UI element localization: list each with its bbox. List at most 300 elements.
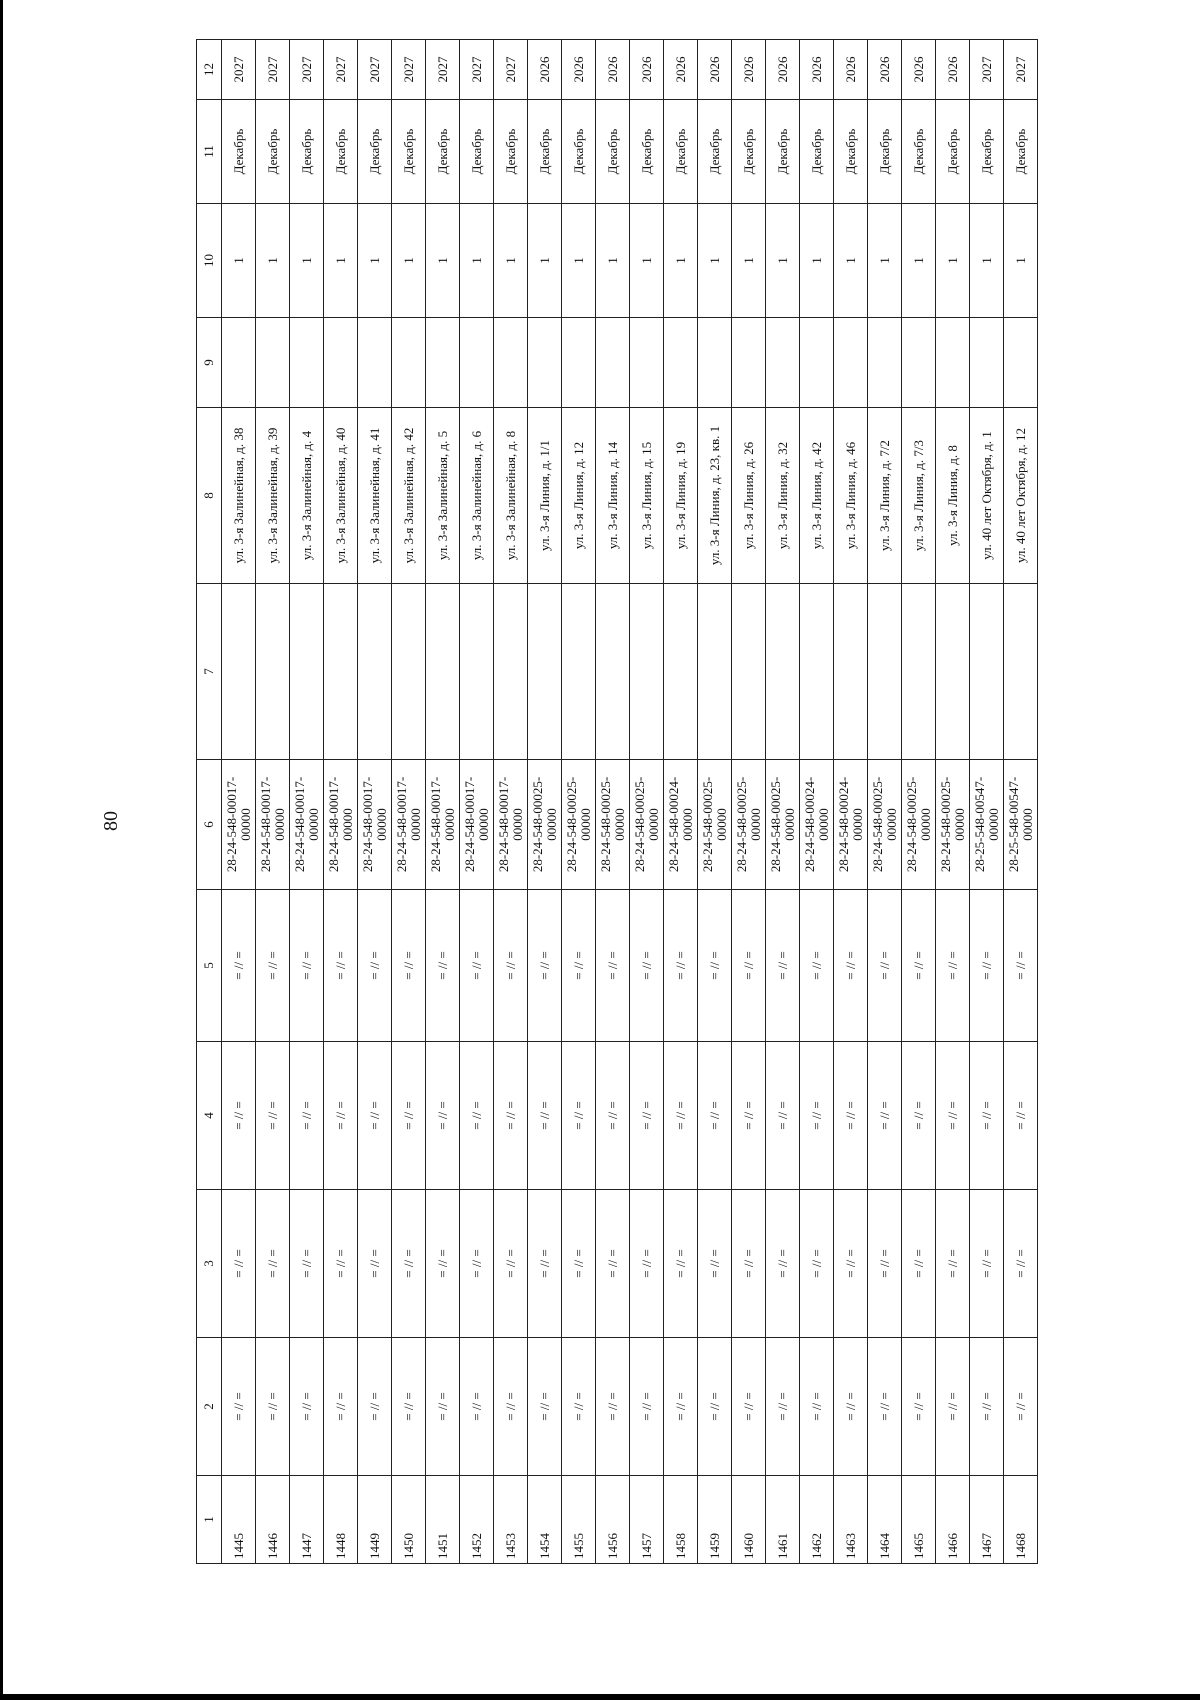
cell-col-3: = // = [426, 1190, 460, 1338]
cadastral-number: 28-24-548-00017-00000 [358, 760, 392, 890]
year: 2026 [936, 40, 970, 100]
cell-col-9 [630, 318, 664, 408]
cell-col-5: = // = [902, 890, 936, 1042]
cell-col-7 [834, 584, 868, 760]
month: Декабрь [426, 100, 460, 204]
quantity: 1 [664, 204, 698, 318]
cell-col-4: = // = [290, 1042, 324, 1190]
row-number: 1447 [290, 1476, 324, 1564]
month: Декабрь [392, 100, 426, 204]
cell-col-2: = // = [630, 1338, 664, 1476]
row-number: 1464 [868, 1476, 902, 1564]
cell-col-3: = // = [834, 1190, 868, 1338]
row-number: 1467 [970, 1476, 1004, 1564]
cadastral-number: 28-24-548-00025-00000 [596, 760, 630, 890]
cell-col-2: = // = [902, 1338, 936, 1476]
cadastral-number: 28-24-548-00024-00000 [800, 760, 834, 890]
cell-col-3: = // = [358, 1190, 392, 1338]
cell-col-3: = // = [222, 1190, 256, 1338]
address: ул. 3-я Залинейная, д. 39 [256, 408, 290, 584]
address: ул. 3-я Линия, д. 46 [834, 408, 868, 584]
quantity: 1 [222, 204, 256, 318]
month: Декабрь [562, 100, 596, 204]
address: ул. 3-я Залинейная, д. 8 [494, 408, 528, 584]
table-row [494, 40, 528, 1564]
cell-col-9 [664, 318, 698, 408]
address: ул. 3-я Линия, д. 19 [664, 408, 698, 584]
quantity: 1 [426, 204, 460, 318]
cell-col-7 [222, 584, 256, 760]
row-number: 1463 [834, 1476, 868, 1564]
table-row [630, 40, 664, 1564]
cell-col-2: = // = [596, 1338, 630, 1476]
cell-col-4: = // = [256, 1042, 290, 1190]
year: 2026 [664, 40, 698, 100]
cell-col-9 [562, 318, 596, 408]
cadastral-number: 28-24-548-00025-00000 [528, 760, 562, 890]
quantity: 1 [596, 204, 630, 318]
table-row [902, 40, 936, 1564]
cell-col-5: = // = [800, 890, 834, 1042]
quantity: 1 [834, 204, 868, 318]
cadastral-number: 28-24-548-00025-00000 [630, 760, 664, 890]
address: ул. 3-я Линия, д. 8 [936, 408, 970, 584]
address: ул. 40 лет Октября, д. 12 [1004, 408, 1038, 584]
year: 2027 [256, 40, 290, 100]
register-table-container [196, 56, 1196, 1564]
cell-col-3: = // = [902, 1190, 936, 1338]
quantity: 1 [868, 204, 902, 318]
year: 2027 [460, 40, 494, 100]
column-header-7: 7 [197, 584, 222, 760]
cell-col-5: = // = [596, 890, 630, 1042]
cell-col-3: = // = [392, 1190, 426, 1338]
month: Декабрь [1004, 100, 1038, 204]
cell-col-3: = // = [868, 1190, 902, 1338]
row-number: 1465 [902, 1476, 936, 1564]
page-number: 80 [100, 811, 122, 831]
cell-col-4: = // = [1004, 1042, 1038, 1190]
cell-col-4: = // = [664, 1042, 698, 1190]
table-header-row [197, 40, 222, 1564]
quantity: 1 [902, 204, 936, 318]
year: 2027 [494, 40, 528, 100]
cell-col-3: = // = [630, 1190, 664, 1338]
month: Декабрь [358, 100, 392, 204]
cell-col-7 [324, 584, 358, 760]
column-header-6: 6 [197, 760, 222, 890]
year: 2026 [562, 40, 596, 100]
table-row [834, 40, 868, 1564]
cell-col-3: = // = [936, 1190, 970, 1338]
cell-col-4: = // = [324, 1042, 358, 1190]
table-row [460, 40, 494, 1564]
row-number: 1466 [936, 1476, 970, 1564]
cell-col-5: = // = [290, 890, 324, 1042]
address: ул. 3-я Залинейная, д. 41 [358, 408, 392, 584]
cell-col-5: = // = [664, 890, 698, 1042]
cell-col-5: = // = [494, 890, 528, 1042]
address: ул. 3-я Линия, д. 15 [630, 408, 664, 584]
cell-col-7 [256, 584, 290, 760]
cell-col-4: = // = [800, 1042, 834, 1190]
cell-col-5: = // = [324, 890, 358, 1042]
address: ул. 3-я Залинейная, д. 4 [290, 408, 324, 584]
cell-col-3: = // = [732, 1190, 766, 1338]
cell-col-5: = // = [256, 890, 290, 1042]
cell-col-7 [1004, 584, 1038, 760]
cell-col-9 [290, 318, 324, 408]
table-row [1004, 40, 1038, 1564]
cell-col-5: = // = [1004, 890, 1038, 1042]
cell-col-2: = // = [256, 1338, 290, 1476]
month: Декабрь [800, 100, 834, 204]
column-header-11: 11 [197, 100, 222, 204]
month: Декабрь [630, 100, 664, 204]
cell-col-9 [596, 318, 630, 408]
cell-col-9 [222, 318, 256, 408]
cell-col-9 [460, 318, 494, 408]
column-header-4: 4 [197, 1042, 222, 1190]
quantity: 1 [800, 204, 834, 318]
row-number: 1445 [222, 1476, 256, 1564]
row-number: 1460 [732, 1476, 766, 1564]
row-number: 1462 [800, 1476, 834, 1564]
table-row [358, 40, 392, 1564]
cell-col-9 [494, 318, 528, 408]
cell-col-3: = // = [324, 1190, 358, 1338]
address: ул. 3-я Линия, д. 7/3 [902, 408, 936, 584]
cell-col-3: = // = [562, 1190, 596, 1338]
cell-col-7 [732, 584, 766, 760]
cell-col-4: = // = [902, 1042, 936, 1190]
cell-col-5: = // = [698, 890, 732, 1042]
address: ул. 3-я Линия, д. 26 [732, 408, 766, 584]
scan-border-left [0, 0, 3, 1700]
cell-col-9 [732, 318, 766, 408]
address: ул. 3-я Линия, д. 32 [766, 408, 800, 584]
month: Декабрь [766, 100, 800, 204]
cadastral-number: 28-24-548-00017-00000 [324, 760, 358, 890]
row-number: 1451 [426, 1476, 460, 1564]
cell-col-5: = // = [426, 890, 460, 1042]
cell-col-7 [868, 584, 902, 760]
cell-col-2: = // = [936, 1338, 970, 1476]
table-row [970, 40, 1004, 1564]
cell-col-4: = // = [528, 1042, 562, 1190]
year: 2027 [392, 40, 426, 100]
cell-col-3: = // = [256, 1190, 290, 1338]
register-table [196, 39, 1038, 1564]
year: 2026 [528, 40, 562, 100]
cell-col-9 [426, 318, 460, 408]
cell-col-2: = // = [562, 1338, 596, 1476]
row-number: 1448 [324, 1476, 358, 1564]
cell-col-3: = // = [1004, 1190, 1038, 1338]
cell-col-2: = // = [766, 1338, 800, 1476]
cell-col-2: = // = [426, 1338, 460, 1476]
cell-col-9 [868, 318, 902, 408]
cell-col-7 [494, 584, 528, 760]
quantity: 1 [392, 204, 426, 318]
cell-col-4: = // = [358, 1042, 392, 1190]
cadastral-number: 28-24-548-00025-00000 [732, 760, 766, 890]
cell-col-3: = // = [698, 1190, 732, 1338]
table-row [596, 40, 630, 1564]
cell-col-9 [766, 318, 800, 408]
column-header-1: 1 [197, 1476, 222, 1564]
cell-col-7 [970, 584, 1004, 760]
cell-col-2: = // = [222, 1338, 256, 1476]
month: Декабрь [528, 100, 562, 204]
cadastral-number: 28-24-548-00017-00000 [256, 760, 290, 890]
cell-col-7 [460, 584, 494, 760]
cadastral-number: 28-24-548-00025-00000 [936, 760, 970, 890]
cell-col-5: = // = [732, 890, 766, 1042]
cell-col-9 [324, 318, 358, 408]
cadastral-number: 28-24-548-00024-00000 [664, 760, 698, 890]
column-header-8: 8 [197, 408, 222, 584]
row-number: 1455 [562, 1476, 596, 1564]
row-number: 1468 [1004, 1476, 1038, 1564]
cell-col-4: = // = [766, 1042, 800, 1190]
column-header-12: 12 [197, 40, 222, 100]
cadastral-number: 28-24-548-00025-00000 [766, 760, 800, 890]
table-row [868, 40, 902, 1564]
column-header-9: 9 [197, 318, 222, 408]
row-number: 1453 [494, 1476, 528, 1564]
month: Декабрь [936, 100, 970, 204]
cadastral-number: 28-24-548-00024-00000 [834, 760, 868, 890]
address: ул. 40 лет Октября, д. 1 [970, 408, 1004, 584]
table-row [222, 40, 256, 1564]
cadastral-number: 28-24-548-00017-00000 [494, 760, 528, 890]
address: ул. 3-я Линия, д. 42 [800, 408, 834, 584]
cell-col-9 [800, 318, 834, 408]
quantity: 1 [766, 204, 800, 318]
cell-col-9 [392, 318, 426, 408]
year: 2026 [732, 40, 766, 100]
cell-col-5: = // = [358, 890, 392, 1042]
cell-col-4: = // = [596, 1042, 630, 1190]
cell-col-7 [426, 584, 460, 760]
month: Декабрь [902, 100, 936, 204]
quantity: 1 [528, 204, 562, 318]
cadastral-number: 28-24-548-00017-00000 [426, 760, 460, 890]
cell-col-9 [902, 318, 936, 408]
cadastral-number: 28-24-548-00017-00000 [392, 760, 426, 890]
cell-col-4: = // = [868, 1042, 902, 1190]
month: Декабрь [494, 100, 528, 204]
row-number: 1450 [392, 1476, 426, 1564]
quantity: 1 [494, 204, 528, 318]
month: Декабрь [664, 100, 698, 204]
cell-col-4: = // = [970, 1042, 1004, 1190]
cell-col-5: = // = [222, 890, 256, 1042]
cadastral-number: 28-24-548-00025-00000 [868, 760, 902, 890]
quantity: 1 [732, 204, 766, 318]
month: Декабрь [698, 100, 732, 204]
column-header-3: 3 [197, 1190, 222, 1338]
column-header-5: 5 [197, 890, 222, 1042]
cell-col-2: = // = [664, 1338, 698, 1476]
cell-col-5: = // = [970, 890, 1004, 1042]
cell-col-9 [528, 318, 562, 408]
quantity: 1 [970, 204, 1004, 318]
cell-col-7 [630, 584, 664, 760]
month: Декабрь [324, 100, 358, 204]
cell-col-7 [800, 584, 834, 760]
cell-col-4: = // = [562, 1042, 596, 1190]
cadastral-number: 28-24-548-00017-00000 [460, 760, 494, 890]
cell-col-2: = // = [324, 1338, 358, 1476]
year: 2027 [1004, 40, 1038, 100]
table-row [936, 40, 970, 1564]
quantity: 1 [1004, 204, 1038, 318]
month: Декабрь [970, 100, 1004, 204]
cell-col-9 [936, 318, 970, 408]
year: 2026 [630, 40, 664, 100]
year: 2026 [868, 40, 902, 100]
cell-col-2: = // = [1004, 1338, 1038, 1476]
cell-col-4: = // = [834, 1042, 868, 1190]
column-header-2: 2 [197, 1338, 222, 1476]
row-number: 1446 [256, 1476, 290, 1564]
cell-col-5: = // = [936, 890, 970, 1042]
address: ул. 3-я Залинейная, д. 38 [222, 408, 256, 584]
table-row [256, 40, 290, 1564]
year: 2026 [902, 40, 936, 100]
table-row [732, 40, 766, 1564]
cell-col-3: = // = [970, 1190, 1004, 1338]
address: ул. 3-я Линия, д. 12 [562, 408, 596, 584]
cell-col-9 [834, 318, 868, 408]
cell-col-2: = // = [358, 1338, 392, 1476]
cell-col-4: = // = [426, 1042, 460, 1190]
table-row [324, 40, 358, 1564]
cell-col-9 [698, 318, 732, 408]
table-body [222, 40, 1038, 1564]
cadastral-number: 28-24-548-00017-00000 [222, 760, 256, 890]
table-row [766, 40, 800, 1564]
cell-col-2: = // = [834, 1338, 868, 1476]
year: 2027 [970, 40, 1004, 100]
cell-col-7 [392, 584, 426, 760]
cell-col-5: = // = [460, 890, 494, 1042]
cell-col-2: = // = [970, 1338, 1004, 1476]
address: ул. 3-я Линия, д. 14 [596, 408, 630, 584]
table-row [698, 40, 732, 1564]
cell-col-5: = // = [528, 890, 562, 1042]
month: Декабрь [460, 100, 494, 204]
column-header-10: 10 [197, 204, 222, 318]
address: ул. 3-я Линия, д. 23, кв. 1 [698, 408, 732, 584]
table-row [290, 40, 324, 1564]
row-number: 1461 [766, 1476, 800, 1564]
cell-col-5: = // = [630, 890, 664, 1042]
cell-col-7 [936, 584, 970, 760]
cell-col-2: = // = [698, 1338, 732, 1476]
cadastral-number: 28-24-548-00017-00000 [290, 760, 324, 890]
cell-col-2: = // = [494, 1338, 528, 1476]
address: ул. 3-я Залинейная, д. 5 [426, 408, 460, 584]
row-number: 1449 [358, 1476, 392, 1564]
cell-col-5: = // = [766, 890, 800, 1042]
address: ул. 3-я Залинейная, д. 40 [324, 408, 358, 584]
cadastral-number: 28-24-548-00025-00000 [698, 760, 732, 890]
row-number: 1459 [698, 1476, 732, 1564]
cell-col-4: = // = [630, 1042, 664, 1190]
cell-col-2: = // = [868, 1338, 902, 1476]
cell-col-7 [596, 584, 630, 760]
year: 2027 [426, 40, 460, 100]
quantity: 1 [936, 204, 970, 318]
cell-col-9 [256, 318, 290, 408]
cell-col-4: = // = [460, 1042, 494, 1190]
table-row [426, 40, 460, 1564]
cell-col-4: = // = [494, 1042, 528, 1190]
cell-col-2: = // = [392, 1338, 426, 1476]
cell-col-5: = // = [868, 890, 902, 1042]
month: Декабрь [256, 100, 290, 204]
year: 2027 [324, 40, 358, 100]
table-row [800, 40, 834, 1564]
cadastral-number: 28-24-548-00025-00000 [562, 760, 596, 890]
address: ул. 3-я Залинейная, д. 6 [460, 408, 494, 584]
quantity: 1 [256, 204, 290, 318]
year: 2026 [834, 40, 868, 100]
quantity: 1 [630, 204, 664, 318]
table-row [664, 40, 698, 1564]
row-number: 1454 [528, 1476, 562, 1564]
month: Декабрь [868, 100, 902, 204]
month: Декабрь [834, 100, 868, 204]
cell-col-5: = // = [392, 890, 426, 1042]
address: ул. 3-я Залинейная, д. 42 [392, 408, 426, 584]
cell-col-2: = // = [528, 1338, 562, 1476]
quantity: 1 [460, 204, 494, 318]
cell-col-3: = // = [460, 1190, 494, 1338]
cell-col-5: = // = [562, 890, 596, 1042]
cell-col-3: = // = [766, 1190, 800, 1338]
cell-col-4: = // = [222, 1042, 256, 1190]
cell-col-9 [358, 318, 392, 408]
cell-col-9 [1004, 318, 1038, 408]
cell-col-4: = // = [392, 1042, 426, 1190]
table-row [392, 40, 426, 1564]
year: 2026 [596, 40, 630, 100]
cell-col-7 [562, 584, 596, 760]
cell-col-4: = // = [936, 1042, 970, 1190]
row-number: 1452 [460, 1476, 494, 1564]
cell-col-9 [970, 318, 1004, 408]
month: Декабрь [596, 100, 630, 204]
row-number: 1458 [664, 1476, 698, 1564]
quantity: 1 [562, 204, 596, 318]
cadastral-number: 28-25-548-00547-00000 [1004, 760, 1038, 890]
cell-col-7 [766, 584, 800, 760]
address: ул. 3-я Линия, д. 7/2 [868, 408, 902, 584]
year: 2026 [766, 40, 800, 100]
cell-col-7 [358, 584, 392, 760]
cell-col-7 [528, 584, 562, 760]
cell-col-3: = // = [290, 1190, 324, 1338]
cell-col-7 [664, 584, 698, 760]
quantity: 1 [290, 204, 324, 318]
row-number: 1456 [596, 1476, 630, 1564]
year: 2026 [800, 40, 834, 100]
quantity: 1 [324, 204, 358, 318]
